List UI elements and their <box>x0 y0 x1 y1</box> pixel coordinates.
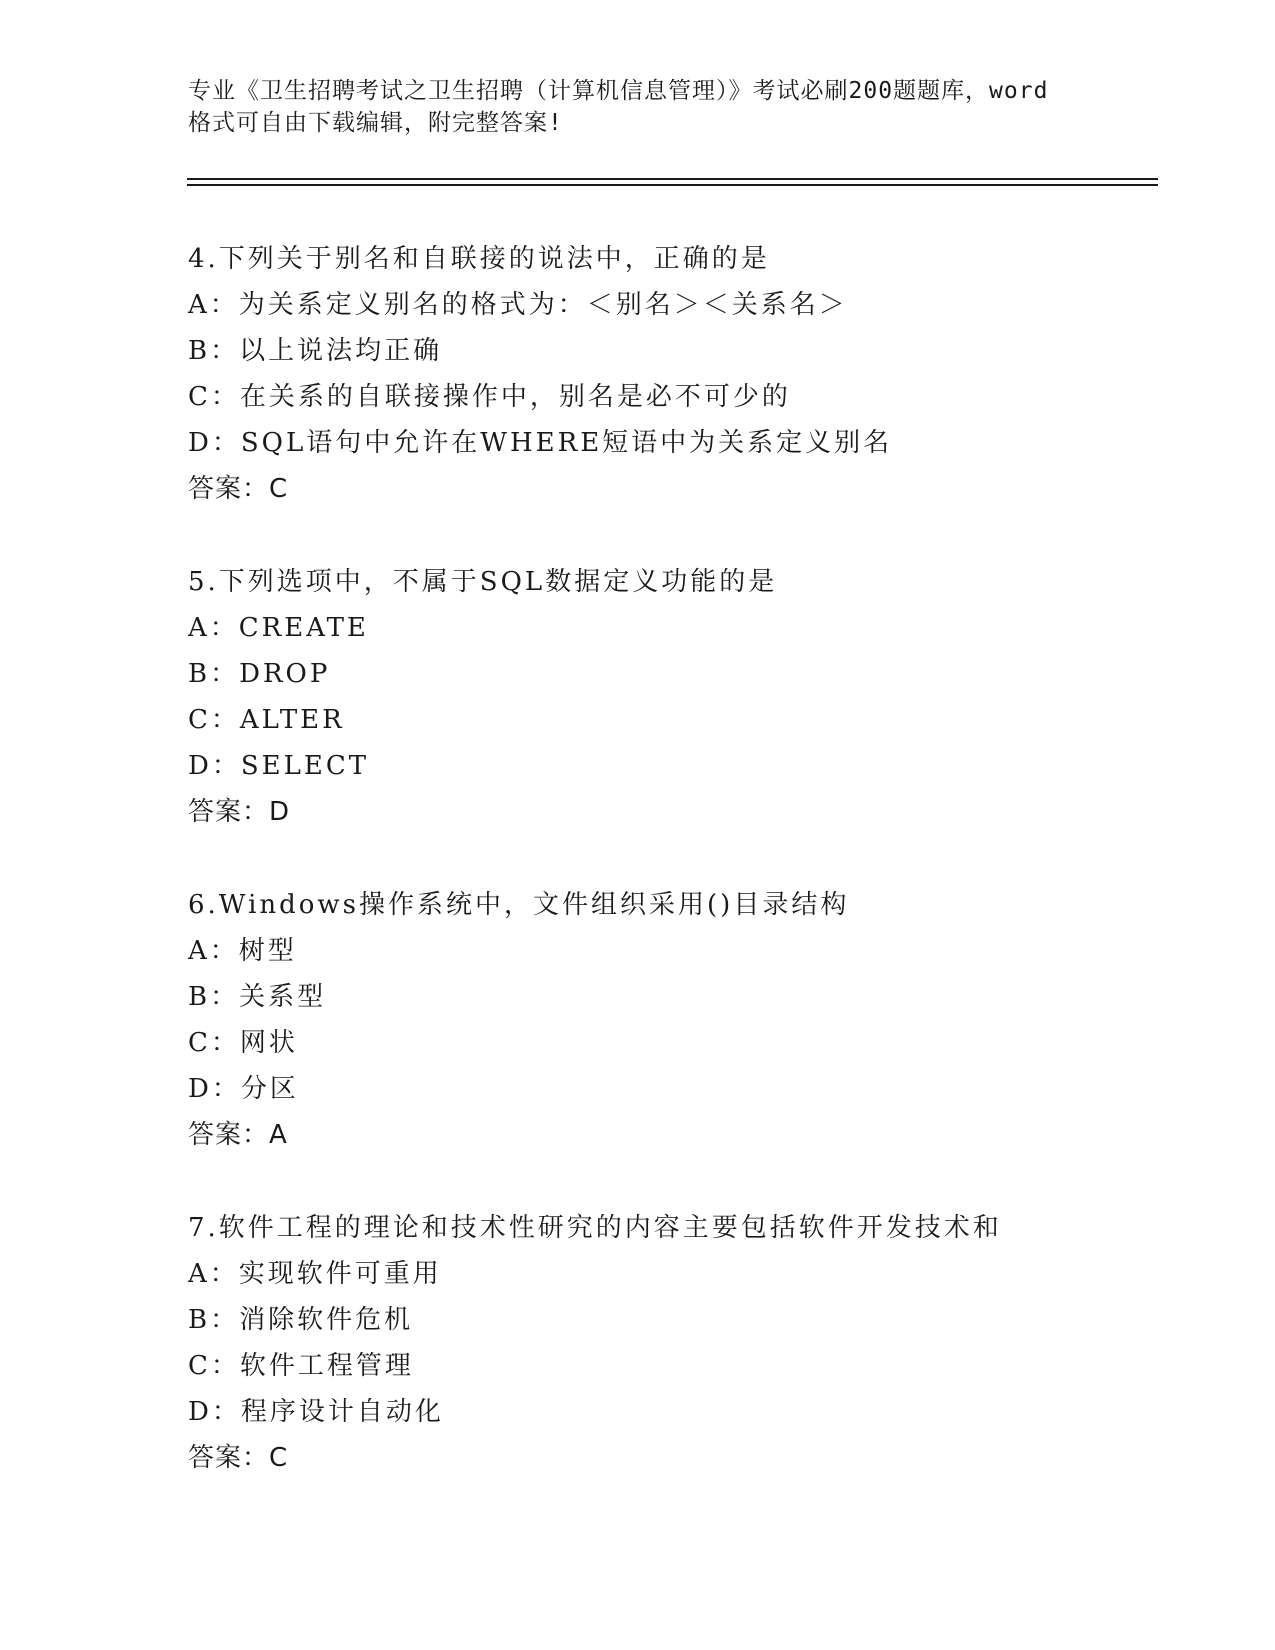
option-b: B：关系型 <box>188 982 327 1012</box>
question-block <box>188 882 1188 1158</box>
option-d: D：分区 <box>188 1074 299 1104</box>
document-header <box>188 75 1088 139</box>
option-a: A：树型 <box>188 936 297 966</box>
option-d: D：SQL语句中允许在WHERE短语中为关系定义别名 <box>188 428 893 458</box>
option-b: B：消除软件危机 <box>188 1305 414 1335</box>
question-stem: 5.下列选项中，不属于SQL数据定义功能的是 <box>188 567 778 597</box>
question-block <box>188 236 1188 512</box>
question-list <box>188 236 1188 1528</box>
answer: 答案：A <box>188 1120 288 1150</box>
header-divider-bottom <box>187 184 1158 186</box>
answer: 答案：C <box>188 1443 289 1473</box>
option-a: A：实现软件可重用 <box>188 1259 442 1289</box>
question-stem: 6.Windows操作系统中，文件组织采用()目录结构 <box>188 890 850 920</box>
option-a: A：为关系定义别名的格式为：＜别名＞＜关系名＞ <box>188 290 848 320</box>
question-stem: 4.下列关于别名和自联接的说法中，正确的是 <box>188 244 770 274</box>
header-divider-top <box>187 178 1158 180</box>
header-line-2: 格式可自由下载编辑，附完整答案! <box>188 110 563 136</box>
header-line-1: 专业《卫生招聘考试之卫生招聘（计算机信息管理）》考试必刷200题题库，word <box>188 78 1049 104</box>
option-c: C：软件工程管理 <box>188 1351 414 1381</box>
answer: 答案：D <box>188 797 291 827</box>
option-c: C：在关系的自联接操作中，别名是必不可少的 <box>188 382 791 412</box>
option-d: D：SELECT <box>188 751 370 781</box>
option-b: B：以上说法均正确 <box>188 336 443 366</box>
option-c: C：ALTER <box>188 705 345 735</box>
option-d: D：程序设计自动化 <box>188 1397 444 1427</box>
option-c: C：网状 <box>188 1028 298 1058</box>
question-block <box>188 1205 1188 1481</box>
option-b: B：DROP <box>188 659 331 689</box>
answer: 答案：C <box>188 474 289 504</box>
question-stem: 7.软件工程的理论和技术性研究的内容主要包括软件开发技术和 <box>188 1213 1002 1243</box>
question-block <box>188 559 1188 835</box>
option-a: A：CREATE <box>188 613 369 643</box>
